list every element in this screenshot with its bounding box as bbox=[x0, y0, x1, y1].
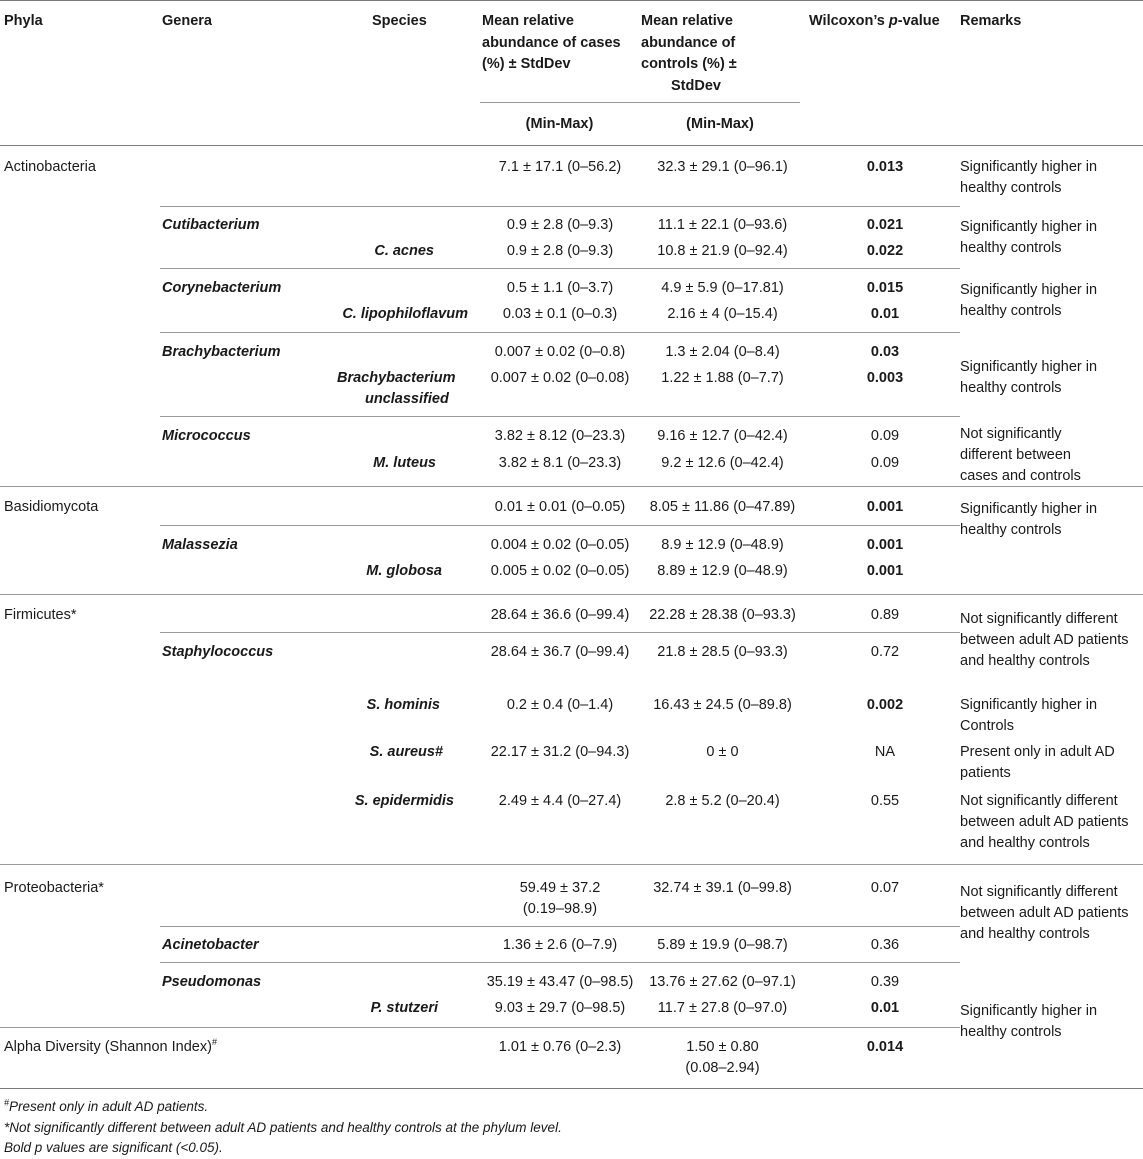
remark: Significantly higher in healthy controls bbox=[960, 501, 1098, 538]
controls-value: 16.43 ± 24.5 (0–89.8) bbox=[653, 697, 792, 713]
header-remarks: Remarks bbox=[960, 13, 1022, 29]
remark: Significantly higher in healthy controls bbox=[960, 219, 1098, 256]
remark: Significantly higher in Controls bbox=[960, 697, 1098, 734]
alpha-diversity-label: Alpha Diversity (Shannon Index)# bbox=[4, 1037, 217, 1055]
row-rule bbox=[160, 332, 960, 333]
genus-pseudomonas: Pseudomonas bbox=[162, 974, 262, 990]
controls-value: 8.05 ± 11.86 (0–47.89) bbox=[649, 499, 796, 515]
cases-value: 0.9 ± 2.8 (0–9.3) bbox=[506, 243, 614, 259]
cases-value: 3.82 ± 8.1 (0–23.3) bbox=[498, 455, 622, 471]
p-value: NA bbox=[874, 744, 896, 760]
p-value: 0.72 bbox=[870, 644, 900, 660]
controls-value: 32.3 ± 29.1 (0–96.1) bbox=[657, 159, 788, 175]
cases-value: 28.64 ± 36.7 (0–99.4) bbox=[490, 644, 630, 660]
p-value: 0.002 bbox=[866, 697, 904, 713]
header-phyla: Phyla bbox=[4, 13, 43, 29]
p-value: 0.03 bbox=[870, 344, 900, 360]
species-s-hominis: S. hominis bbox=[366, 697, 440, 713]
species-s-epidermidis: S. epidermidis bbox=[354, 793, 454, 809]
row-rule bbox=[160, 962, 960, 963]
remark: Significantly higher in healthy controls bbox=[960, 359, 1098, 396]
p-value: 0.36 bbox=[870, 937, 900, 953]
species-c-lipophiloflavum: C. lipophiloflavum bbox=[342, 306, 468, 322]
remark: Significantly higher in healthy controls bbox=[960, 1003, 1098, 1040]
p-value: 0.003 bbox=[866, 370, 904, 386]
phylum-firmicutes: Firmicutes* bbox=[4, 607, 77, 623]
controls-value: 1.3 ± 2.04 (0–8.4) bbox=[665, 344, 780, 360]
controls-value: 5.89 ± 19.9 (0–98.7) bbox=[657, 937, 788, 953]
p-value: 0.07 bbox=[870, 880, 900, 896]
controls-value: 1.22 ± 1.88 (0–7.7) bbox=[661, 370, 784, 386]
row-rule bbox=[160, 268, 960, 269]
genus-staphylococcus: Staphylococcus bbox=[162, 644, 274, 660]
controls-value: 9.2 ± 12.6 (0–42.4) bbox=[661, 455, 784, 471]
controls-value: 22.28 ± 28.38 (0–93.3) bbox=[649, 607, 796, 623]
cases-value: 0.004 ± 0.02 (0–0.05) bbox=[490, 537, 630, 553]
header-genera: Genera bbox=[162, 13, 212, 29]
table-top-rule bbox=[0, 0, 1143, 1]
p-value: 0.013 bbox=[866, 159, 904, 175]
controls-value: 13.76 ± 27.62 (0–97.1) bbox=[649, 974, 796, 990]
cases-value: 0.007 ± 0.02 (0–0.8) bbox=[494, 344, 626, 360]
cases-value: 1.01 ± 0.76 (0–2.3) bbox=[498, 1039, 622, 1055]
remark: Present only in adult AD patients bbox=[960, 744, 1115, 781]
species-m-luteus: M. luteus bbox=[373, 455, 436, 471]
table-bottom-rule bbox=[0, 1088, 1143, 1089]
p-value: 0.021 bbox=[866, 217, 904, 233]
cases-value: 35.19 ± 43.47 (0–98.5) bbox=[486, 974, 634, 990]
p-value: 0.09 bbox=[870, 455, 900, 471]
header-controls bbox=[641, 11, 737, 97]
header-species: Species bbox=[372, 13, 427, 29]
section-rule bbox=[0, 594, 1143, 595]
header-bottom-rule bbox=[0, 145, 1143, 146]
p-value: 0.001 bbox=[866, 563, 904, 579]
cases-value: 7.1 ± 17.1 (0–56.2) bbox=[498, 159, 622, 175]
p-value: 0.09 bbox=[870, 428, 900, 444]
genus-brachybacterium: Brachybacterium bbox=[162, 344, 281, 360]
remark: Not significantly different between adult AD patients and healthy controls bbox=[960, 793, 1129, 851]
remark: Significantly higher in healthy controls bbox=[960, 282, 1098, 319]
header-cases bbox=[482, 11, 621, 76]
p-value: 0.022 bbox=[866, 243, 904, 259]
cases-value: 28.64 ± 36.6 (0–99.4) bbox=[490, 607, 630, 623]
header-cases-line3: (%) ± StdDev bbox=[482, 56, 571, 72]
footnote-asterisk: *Not significantly different between adult AD patients and healthy controls at the phylum level. bbox=[4, 1120, 562, 1135]
row-rule bbox=[160, 632, 960, 633]
cases-value: 0.9 ± 2.8 (0–9.3) bbox=[506, 217, 614, 233]
row-rule bbox=[160, 206, 960, 207]
row-rule bbox=[160, 525, 960, 526]
cases-value: 2.49 ± 4.4 (0–27.4) bbox=[498, 793, 622, 809]
controls-value: 4.9 ± 5.9 (0–17.81) bbox=[661, 280, 784, 296]
cases-value: 0.007 ± 0.02 (0–0.08) bbox=[490, 370, 630, 386]
row-rule bbox=[160, 416, 960, 417]
header-controls-line3: controls (%) ± bbox=[641, 56, 737, 72]
species-s-aureus: S. aureus# bbox=[369, 744, 443, 760]
footnote-bold-p: Bold p values are significant (<0.05). bbox=[4, 1140, 223, 1155]
remark: Not significantly different between adult AD patients and healthy controls bbox=[960, 884, 1129, 942]
species-c-acnes: C. acnes bbox=[374, 243, 434, 259]
row-rule bbox=[0, 1027, 960, 1028]
controls-value: 9.16 ± 12.7 (0–42.4) bbox=[657, 428, 788, 444]
row-rule bbox=[160, 926, 960, 927]
phylum-actinobacteria: Actinobacteria bbox=[4, 159, 96, 175]
header-subrule bbox=[480, 102, 800, 103]
header-controls-line1: Mean relative bbox=[641, 13, 733, 29]
header-minmax-cases: (Min-Max) bbox=[525, 116, 594, 132]
controls-value: 0 ± 0 bbox=[706, 744, 739, 760]
controls-value: 2.16 ± 4 (0–15.4) bbox=[667, 306, 778, 322]
header-cases-line2: abundance of cases bbox=[482, 34, 621, 51]
species-brachybacterium-unclassified: Brachybacterium unclassified bbox=[337, 370, 456, 407]
phylum-proteobacteria: Proteobacteria* bbox=[4, 880, 104, 896]
p-value: 0.01 bbox=[870, 306, 900, 322]
remark: Not significantly different between adult AD patients and healthy controls bbox=[960, 611, 1129, 669]
controls-value: 11.7 ± 27.8 (0–97.0) bbox=[657, 1000, 788, 1016]
cases-value: 0.2 ± 0.4 (0–1.4) bbox=[506, 697, 614, 713]
header-controls-line4: StdDev bbox=[671, 77, 721, 94]
controls-value: 11.1 ± 22.1 (0–93.6) bbox=[657, 217, 788, 233]
p-value: 0.39 bbox=[870, 974, 900, 990]
footnote-hash: #Present only in adult AD patients. bbox=[4, 1097, 209, 1114]
controls-value: 32.74 ± 39.1 (0–99.8) bbox=[653, 880, 792, 896]
header-controls-line2: abundance of bbox=[641, 34, 736, 51]
genus-corynebacterium: Corynebacterium bbox=[162, 280, 282, 296]
genus-acinetobacter: Acinetobacter bbox=[162, 937, 259, 953]
controls-value: 8.89 ± 12.9 (0–48.9) bbox=[657, 563, 788, 579]
cases-value: 59.49 ± 37.2 (0.19–98.9) bbox=[519, 880, 601, 917]
header-cases-line1: Mean relative bbox=[482, 13, 574, 29]
controls-value: 2.8 ± 5.2 (0–20.4) bbox=[665, 793, 780, 809]
genus-cutibacterium: Cutibacterium bbox=[162, 217, 260, 233]
cases-value: 22.17 ± 31.2 (0–94.3) bbox=[490, 744, 630, 760]
cases-value: 0.5 ± 1.1 (0–3.7) bbox=[506, 280, 614, 296]
controls-value: 1.50 ± 0.80 (0.08–2.94) bbox=[685, 1039, 760, 1076]
controls-value: 8.9 ± 12.9 (0–48.9) bbox=[661, 537, 784, 553]
cases-value: 0.03 ± 0.1 (0–0.3) bbox=[502, 306, 618, 322]
species-m-globosa: M. globosa bbox=[366, 563, 442, 579]
cases-value: 9.03 ± 29.7 (0–98.5) bbox=[494, 1000, 626, 1016]
header-minmax-controls: (Min-Max) bbox=[686, 116, 754, 132]
remark: Significantly higher in healthy controls bbox=[960, 159, 1098, 196]
section-rule bbox=[0, 864, 1143, 865]
p-value: 0.89 bbox=[870, 607, 900, 623]
p-value: 0.01 bbox=[870, 1000, 900, 1016]
cases-value: 0.005 ± 0.02 (0–0.05) bbox=[490, 563, 630, 579]
p-value: 0.55 bbox=[870, 793, 900, 809]
header-pvalue: Wilcoxon’s p-value bbox=[809, 13, 940, 29]
phylum-basidiomycota: Basidiomycota bbox=[4, 499, 99, 515]
controls-value: 21.8 ± 28.5 (0–93.3) bbox=[657, 644, 788, 660]
cases-value: 1.36 ± 2.6 (0–7.9) bbox=[502, 937, 618, 953]
genus-micrococcus: Micrococcus bbox=[162, 428, 251, 444]
p-value: 0.001 bbox=[866, 499, 904, 515]
cases-value: 0.01 ± 0.01 (0–0.05) bbox=[494, 499, 626, 515]
p-value: 0.014 bbox=[866, 1039, 904, 1055]
cases-value: 3.82 ± 8.12 (0–23.3) bbox=[494, 428, 626, 444]
controls-value: 10.8 ± 21.9 (0–92.4) bbox=[657, 243, 788, 259]
genus-malassezia: Malassezia bbox=[162, 537, 238, 553]
p-value: 0.001 bbox=[866, 537, 904, 553]
section-rule bbox=[0, 486, 1143, 487]
remark: Not significantly different between cases and controls bbox=[960, 426, 1081, 484]
species-p-stutzeri: P. stutzeri bbox=[370, 1000, 438, 1016]
p-value: 0.015 bbox=[866, 280, 904, 296]
